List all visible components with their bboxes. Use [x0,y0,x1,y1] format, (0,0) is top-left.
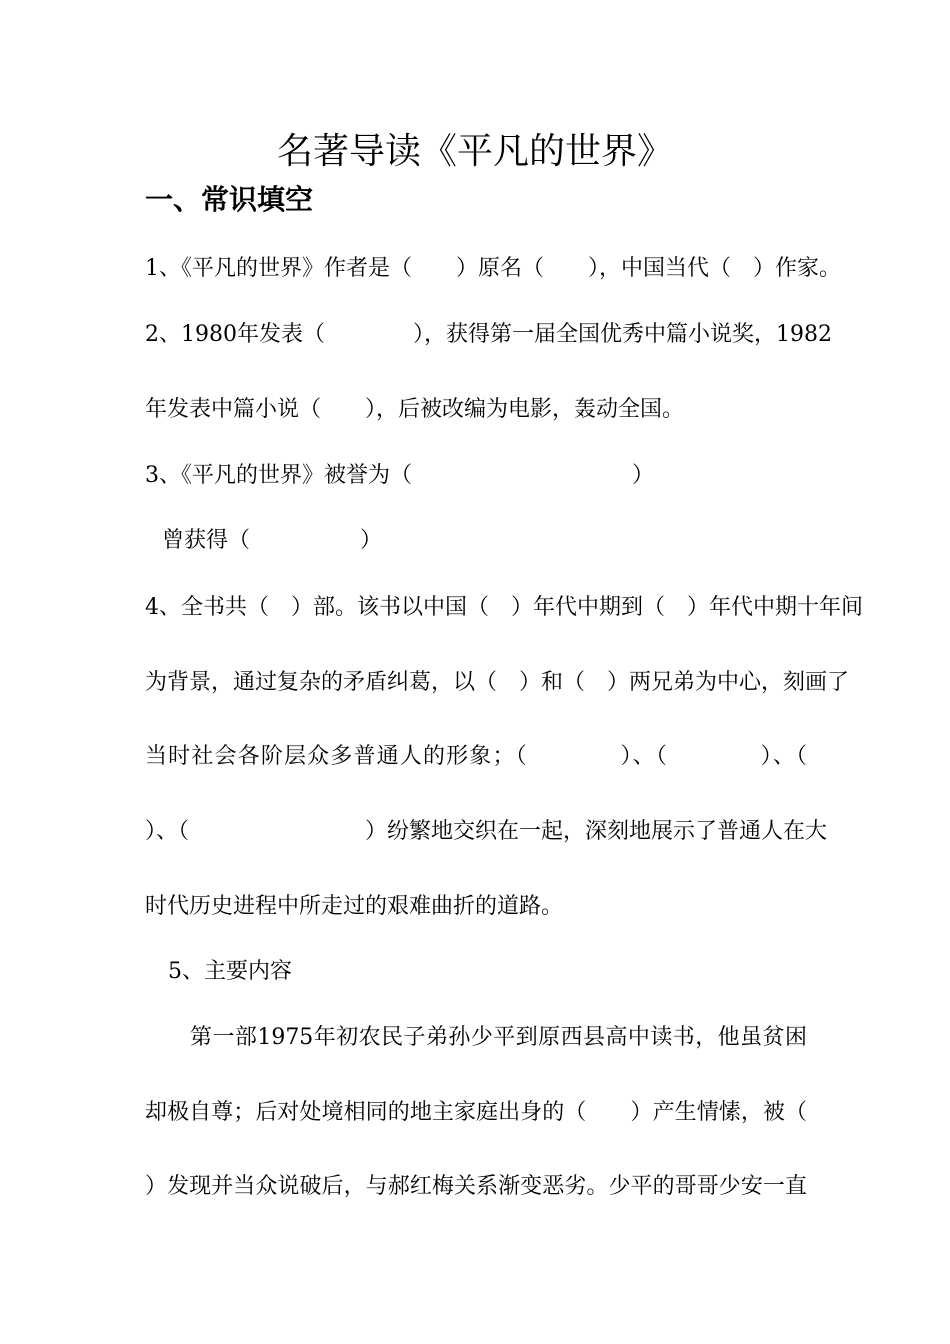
question-line-1: 1、《平凡的世界》作者是（ ）原名（ ），中国当代（ ）作家。 [145,256,841,281]
section-heading: 一、常识填空 [145,183,314,216]
paragraph-line-3: ）发现并当众说破后，与郝红梅关系渐变恶劣。少平的哥哥少安一直 [145,1174,807,1199]
question-line-5: 曾获得（ ） [162,528,383,553]
question-line-9: ）、（ ）纷繁地交织在一起，深刻地展示了普通人在大 [145,819,828,844]
question-line-4: 3、《平凡的世界》被誉为（ ） [145,463,654,488]
question-line-7: 为背景，通过复杂的矛盾纠葛，以（ ）和（ ）两兄弟为中心，刻画了 [145,670,850,695]
page-title: 名著导读《平凡的世界》 [276,131,673,172]
paragraph-line-2: 却极自尊；后对处境相同的地主家庭出身的（ ）产生情愫，被（ [145,1100,807,1125]
paragraph-line-1: 第一部1975年初农民子弟孙少平到原西县高中读书，他虽贫困 [190,1025,807,1050]
question-line-3: 年发表中篇小说（ ），后被改编为电影，轰动全国。 [145,397,685,422]
question-line-8: 当时社会各阶层众多普通人的形象；（ ）、（ ）、（ [145,744,807,769]
subsection-heading: 5、主要内容 [168,959,292,984]
question-line-10: 时代历史进程中所走过的艰难曲折的道路。 [145,894,564,919]
question-line-2: 2、1980年发表（ ），获得第一届全国优秀中篇小说奖，1982 [145,322,832,347]
question-line-6: 4、全书共（ ）部。该书以中国（ ）年代中期到（ ）年代中期十年间 [145,595,863,620]
